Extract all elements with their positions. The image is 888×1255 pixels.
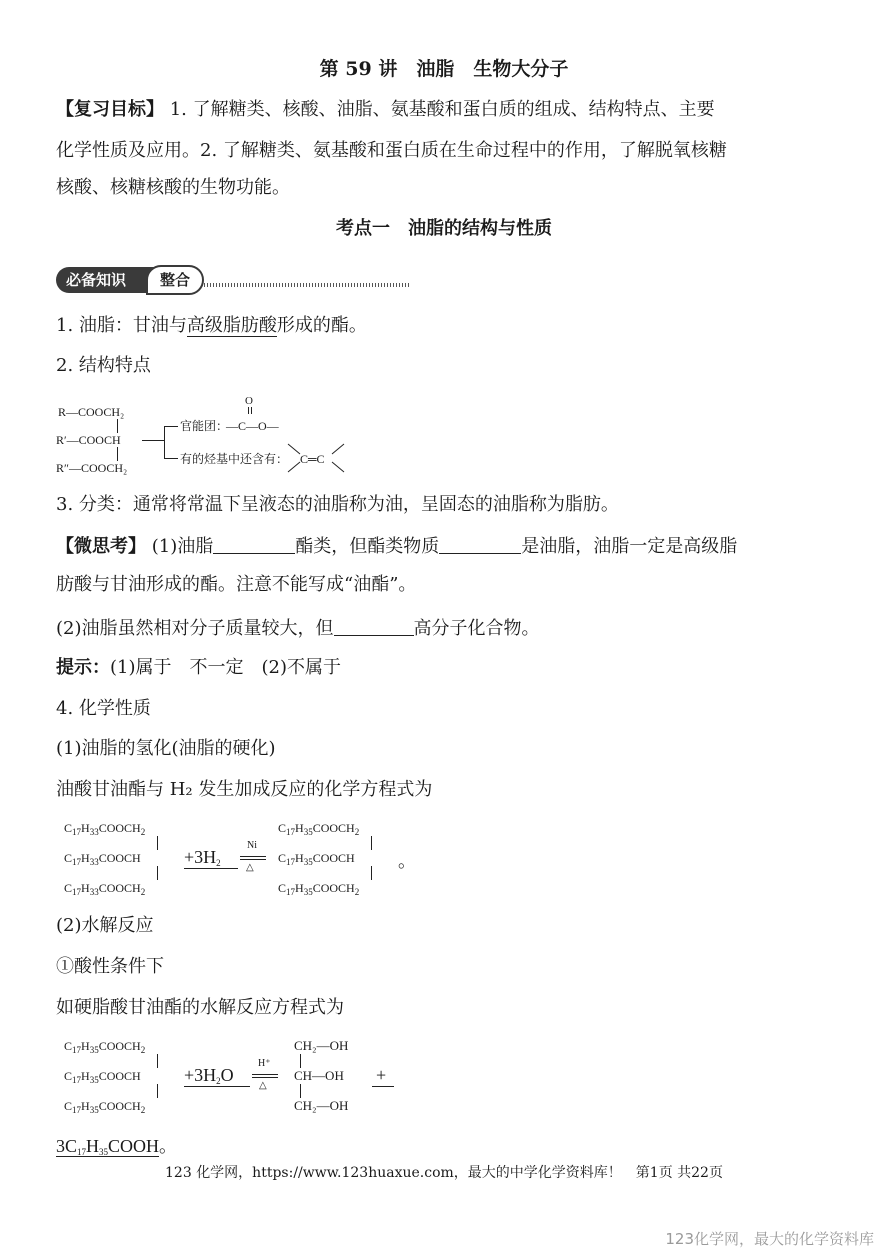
eq2-glycerol-1: CH₂—OH [294,1038,349,1053]
eq1-arrow-top [240,856,266,857]
eq2-reactant-3: $C_{17}H_{35}COOCH_2$ [64,1099,146,1115]
functional-group: —C—O— [226,419,279,433]
eq1-product-bond-2 [371,866,372,880]
eq1-reagent-underline [184,868,238,869]
eq1-arrow-bottom [240,859,266,860]
banner-dotted-rule [204,283,410,287]
alkene-bond-bl [288,462,300,472]
eq2-arrow-bottom [252,1077,278,1078]
alkene-bond-tr [332,444,344,454]
think-line-3 [56,617,540,641]
struct-bracket-stem [142,440,164,441]
eq1-reactant-bond-2 [157,866,158,880]
page-footer: 123 化学网，https://www.123huaxue.com，最大的中学化学资料库！ 第1页 共22页 [165,1165,723,1181]
eq1-product-bond-1 [371,836,372,850]
eq2-catalyst: H⁺ [258,1058,271,1069]
alkene-bond-br [332,462,344,472]
eq2-reactant-2: $C_{17}H_{35}COOCH$ [64,1069,141,1085]
point-4-1-desc: 油酸甘油酯与 H₂ 发生加成反应的化学方程式为 [56,779,433,800]
point-1 [56,314,367,338]
think-q2-a: (2)油脂虽然相对分子质量较大，但 [56,618,334,639]
blank-3 [334,617,414,636]
point-1-prefix: 1. 油脂：甘油与 [56,315,187,336]
functional-group-double-bond [248,407,252,414]
eq1-end: 。 [398,851,416,871]
blank-1 [213,535,295,554]
functional-group-oxygen: O [245,395,253,407]
eq1-condition: △ [246,862,254,873]
objectives-line-1 [56,98,715,122]
struct-bracket-bottom [164,458,178,459]
eq1-reactant-1: $C_{17}H_{33}COOCH_2$ [64,821,146,837]
struct-bracket-top [164,426,178,427]
watermark: 123化学网，最大的化学资料库 [665,1230,874,1248]
eq2-glycerol-2: CH—OH [294,1068,344,1083]
think-line-1 [56,535,737,559]
eq2-condition: △ [259,1080,267,1091]
hint-line [56,656,341,680]
think-q1-b: 酯类，但酯类物质 [295,536,440,557]
hint-answer: (1)属于 不一定 (2)不属于 [110,657,341,678]
point-1-underlined: 高级脂肪酸 [186,315,277,336]
functional-group-label: 官能团： [180,419,229,433]
point-2: 2. 结构特点 [56,355,151,376]
eq1-reactant-2: $C_{17}H_{33}COOCH$ [64,851,141,867]
think-q2-b: 高分子化合物。 [413,618,540,639]
hint-label: 提示： [56,657,110,678]
point-4-2-desc: 如硬脂酸甘油酯的水解反应方程式为 [56,997,344,1018]
think-q1-a: (1)油脂 [151,536,214,557]
alkene: C═C [300,452,325,466]
eq2-glycerol-3: CH₂—OH [294,1098,349,1113]
point-4-2: (2)水解反应 [56,915,154,936]
think-label: 【微思考】 [56,536,146,557]
banner-integrate: 整合 [146,265,204,295]
eq2-plus: + [376,1065,387,1085]
eq2-reagent: $+3H_2O$ [184,1065,234,1086]
eq1-reagent: $+3H_2$ [184,847,221,868]
struct-bond-2 [117,447,118,461]
eq1-product-1: $C_{17}H_{35}COOCH_2$ [278,821,360,837]
struct-row-3: R″—COOCH₂ [56,461,128,475]
think-q1-c: 是油脂，油脂一定是高级脂 [521,536,738,557]
struct-bracket-vertical [164,426,165,458]
eq2-reagent-underline [184,1086,250,1087]
banner-knowledge: 必备知识 [56,267,156,293]
eq1-product-2: $C_{17}H_{35}COOCH$ [278,851,355,867]
point-1-suffix: 形成的酯。 [276,315,367,336]
eq2-reactant-1: $C_{17}H_{35}COOCH_2$ [64,1039,146,1055]
eq2-glycerol-bond-2 [300,1084,301,1098]
struct-row-2: R′—COOCH [56,433,121,447]
objectives-text-1: 1. 了解糖类、核酸、油脂、氨基酸和蛋白质的组成、结构特点、主要 [169,99,715,120]
eq2-reactant-bond-2 [157,1084,158,1098]
alkene-bond-tl [288,444,300,454]
think-line-2: 肪酸与甘油形成的酯。注意不能写成“油酯”。 [56,574,417,595]
struct-row-1: R—COOCH₂ [58,405,125,419]
alkene-label: 有的烃基中还含有： [180,452,289,466]
objectives-label: 【复习目标】 [56,99,164,120]
eq2-arrow-top [252,1074,278,1075]
point-3: 3. 分类：通常将常温下呈液态的油脂称为油，呈固态的油脂称为脂肪。 [56,494,619,515]
point-4-1: (1)油脂的氢化(油脂的硬化) [56,738,276,759]
objectives-line-2: 化学性质及应用。2. 了解糖类、氨基酸和蛋白质在生命过程中的作用，了解脱氧核糖 [56,140,727,161]
eq1-reactant-bond-1 [157,836,158,850]
eq2-reactant-bond-1 [157,1054,158,1068]
objectives-line-3: 核酸、核糖核酸的生物功能。 [56,177,290,198]
blank-2 [439,535,521,554]
eq1-catalyst: Ni [247,840,257,851]
page-title: 第 59 讲 油脂 生物大分子 [319,58,569,80]
struct-bond-1 [117,419,118,433]
eq2-glycerol-bond-1 [300,1054,301,1068]
eq1-product-3: $C_{17}H_{35}COOCH_2$ [278,881,360,897]
section-title: 考点一 油脂的结构与性质 [336,218,552,239]
point-4-2-1: ①酸性条件下 [56,956,164,977]
eq2-plus-underline [372,1086,394,1087]
eq2-tail: $3C_{17}H_{35}COOH$。 [56,1136,178,1157]
point-4: 4. 化学性质 [56,698,151,719]
eq1-reactant-3: $C_{17}H_{33}COOCH_2$ [64,881,146,897]
